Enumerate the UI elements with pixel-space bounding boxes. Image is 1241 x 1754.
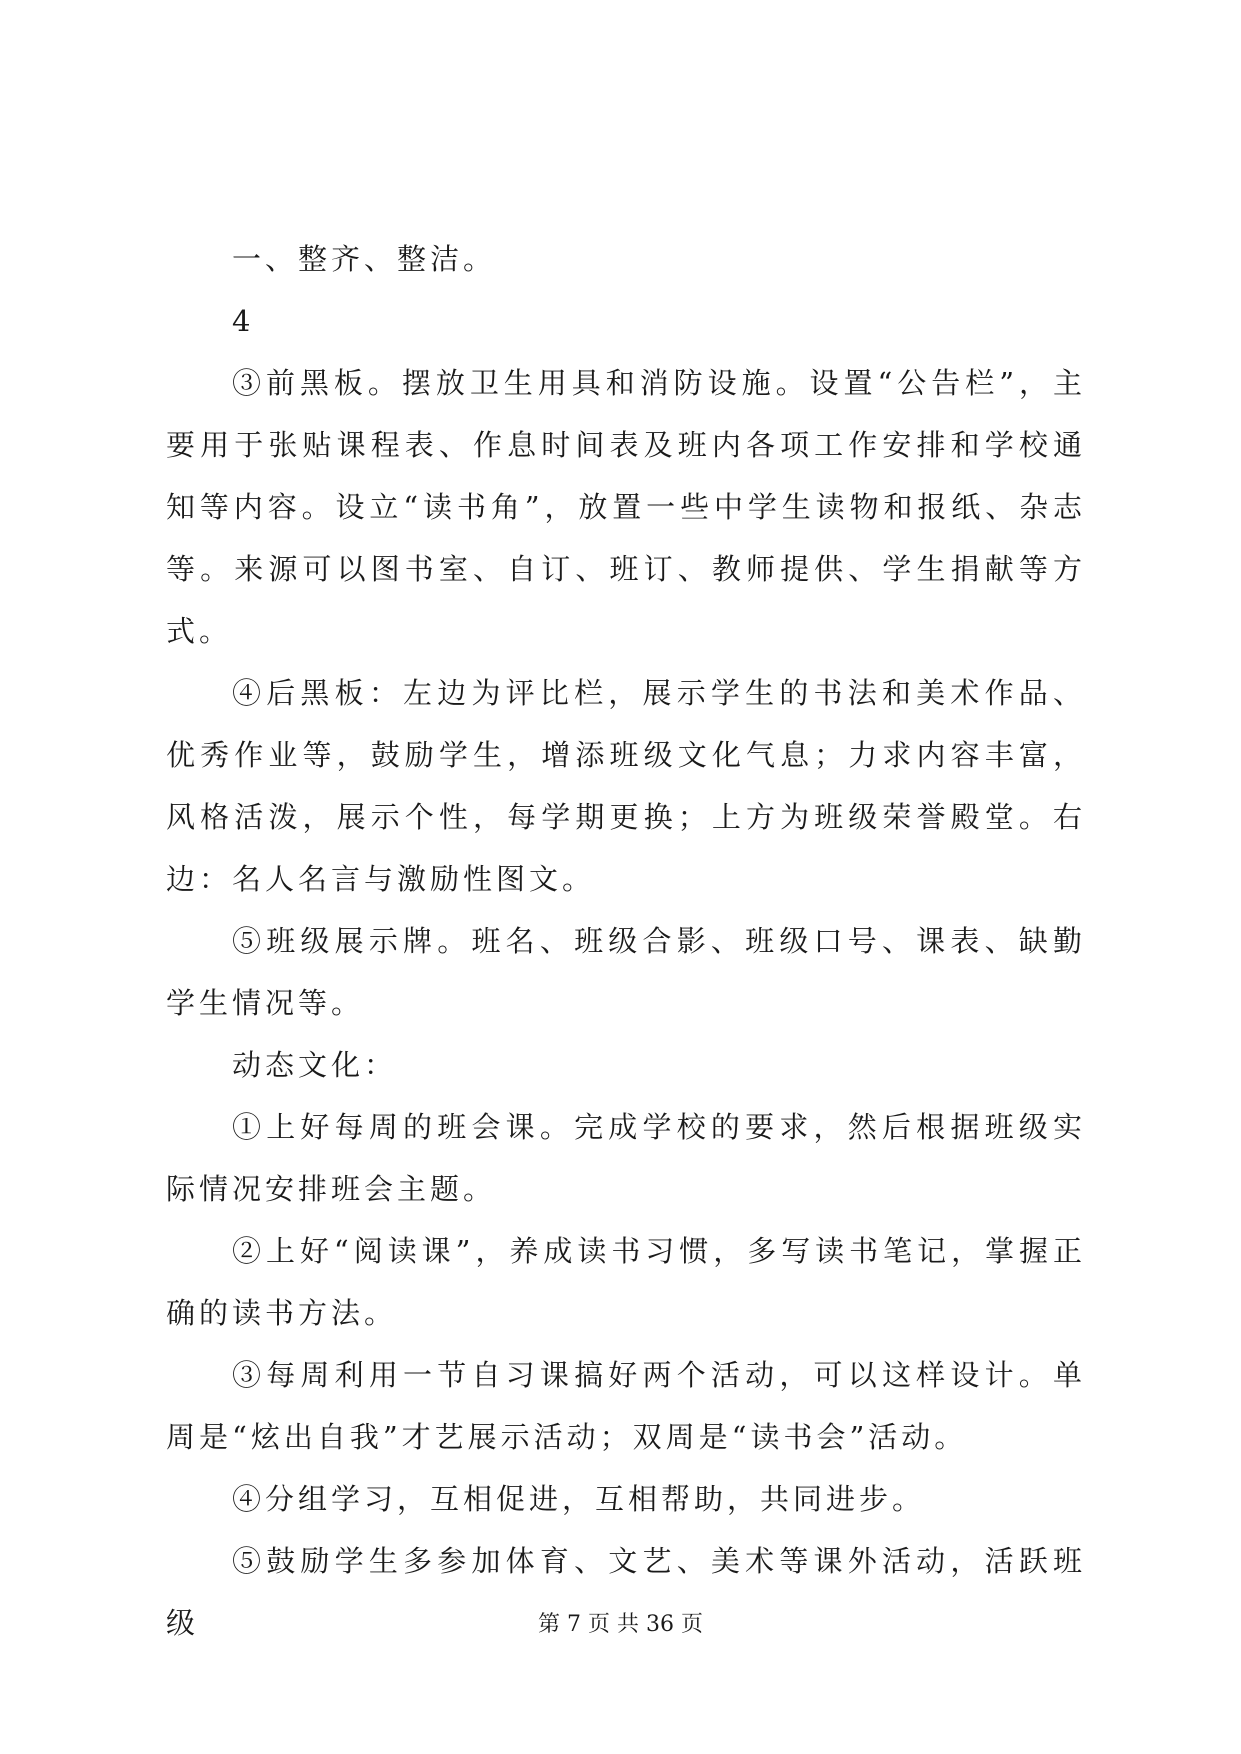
paragraph: ⑤班级展示牌。班名、班级合影、班级口号、课表、缺勤学生情况等。 [166, 924, 1086, 1020]
paragraph: 一、整齐、整洁。 [232, 242, 497, 276]
document-body [166, 228, 1086, 1654]
paragraph: 动态文化： [232, 1048, 398, 1082]
paragraph: ④后黑板：左边为评比栏，展示学生的书法和美术作品、优秀作业等，鼓励学生，增添班级文化气息；力求内容丰富，风格活泼，展示个性，每学期更换；上方为班级荣誉殿堂。右边：名人名言与激励性图文。 [166, 676, 1086, 896]
paragraph: ①上好每周的班会课。完成学校的要求，然后根据班级实际情况安排班会主题。 [166, 1110, 1086, 1206]
paragraph: ④分组学习，互相促进，互相帮助，共同进步。 [232, 1482, 926, 1516]
paragraph: ③前黑板。摆放卫生用具和消防设施。设置“公告栏”，主要用于张贴课程表、作息时间表及班内各项工作安排和学校通知等内容。设立“读书角”，放置一些中学生读物和报纸、杂志等。来源可以图书室、自订、班订、教师提供、学生捐献等方式。 [166, 366, 1086, 648]
paragraph: ③每周利用一节自习课搞好两个活动，可以这样设计。单周是“炫出自我”才艺展示活动；双周是“读书会”活动。 [166, 1358, 1086, 1454]
paragraph: 4 [232, 304, 255, 338]
paragraph: ⑤鼓励学生多参加体育、文艺、美术等课外活动，活跃班级 [166, 1544, 1086, 1640]
page-footer: 第 7 页 共 36 页 [538, 1612, 703, 1637]
paragraph: ②上好“阅读课”，养成读书习惯，多写读书笔记，掌握正确的读书方法。 [166, 1234, 1086, 1330]
